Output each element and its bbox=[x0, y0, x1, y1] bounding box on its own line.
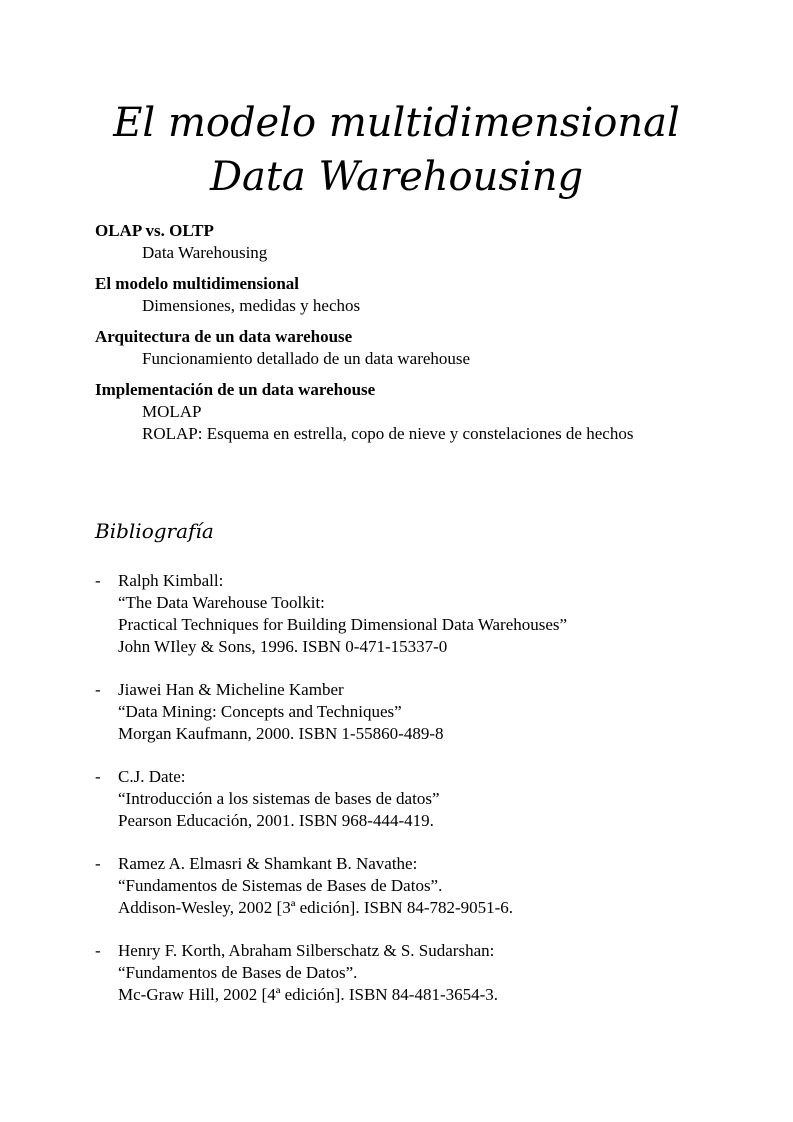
ref-line: C.J. Date: bbox=[118, 767, 186, 786]
title-line-1: El modelo multidimensional bbox=[113, 100, 680, 146]
ref-line: Ralph Kimball: bbox=[118, 571, 224, 590]
toc-section-implementation bbox=[95, 379, 755, 445]
ref-line: Morgan Kaufmann, 2000. ISBN 1-55860-489-8 bbox=[118, 724, 444, 743]
bibliography-entry bbox=[95, 679, 755, 745]
ref-line: John WIley & Sons, 1996. ISBN 0-471-15337-0 bbox=[118, 637, 448, 656]
toc-heading: Arquitectura de un data warehouse bbox=[95, 327, 353, 346]
ref-line: Mc-Graw Hill, 2002 [4ª edición]. ISBN 84-481-3654-3. bbox=[118, 985, 499, 1004]
bullet-dash: - bbox=[95, 767, 101, 786]
ref-line: Practical Techniques for Building Dimensional Data Warehouses” bbox=[118, 615, 568, 634]
table-of-contents bbox=[95, 220, 755, 454]
bibliography-entry bbox=[95, 853, 755, 919]
bibliography-entry bbox=[95, 940, 755, 1006]
ref-line: “Introducción a los sistemas de bases de datos” bbox=[118, 789, 440, 808]
toc-section-olap bbox=[95, 220, 755, 264]
toc-item: ROLAP: Esquema en estrella, copo de nieve y constelaciones de hechos bbox=[142, 424, 634, 443]
ref-line: “Data Mining: Concepts and Techniques” bbox=[118, 702, 402, 721]
toc-heading: OLAP vs. OLTP bbox=[95, 221, 214, 240]
toc-item: Data Warehousing bbox=[142, 243, 268, 262]
title-line-2: Data Warehousing bbox=[209, 154, 584, 200]
bibliography-entry bbox=[95, 570, 755, 658]
bullet-dash: - bbox=[95, 854, 101, 873]
bullet-dash: - bbox=[95, 941, 101, 960]
toc-item: Dimensiones, medidas y hechos bbox=[142, 296, 361, 315]
bullet-dash: - bbox=[95, 680, 101, 699]
ref-line: “Fundamentos de Bases de Datos”. bbox=[118, 963, 358, 982]
bullet-dash: - bbox=[95, 571, 101, 590]
toc-section-architecture bbox=[95, 326, 755, 370]
document-title bbox=[0, 96, 793, 204]
toc-item: Funcionamiento detallado de un data warehouse bbox=[142, 349, 471, 368]
bibliography-list bbox=[95, 570, 755, 1027]
ref-line: Henry F. Korth, Abraham Silberschatz & S. Sudarshan: bbox=[118, 941, 495, 960]
ref-line: Addison-Wesley, 2002 [3ª edición]. ISBN 84-782-9051-6. bbox=[118, 898, 514, 917]
toc-item: MOLAP bbox=[142, 402, 202, 421]
ref-line: Pearson Educación, 2001. ISBN 968-444-419. bbox=[118, 811, 434, 830]
toc-heading: Implementación de un data warehouse bbox=[95, 380, 376, 399]
ref-line: Ramez A. Elmasri & Shamkant B. Navathe: bbox=[118, 854, 418, 873]
ref-line: “The Data Warehouse Toolkit: bbox=[118, 593, 325, 612]
toc-section-model bbox=[95, 273, 755, 317]
ref-line: “Fundamentos de Sistemas de Bases de Datos”. bbox=[118, 876, 443, 895]
ref-line: Jiawei Han & Micheline Kamber bbox=[118, 680, 344, 699]
bibliography-title: Bibliografía bbox=[95, 519, 214, 543]
bibliography-entry bbox=[95, 766, 755, 832]
toc-heading: El modelo multidimensional bbox=[95, 274, 300, 293]
